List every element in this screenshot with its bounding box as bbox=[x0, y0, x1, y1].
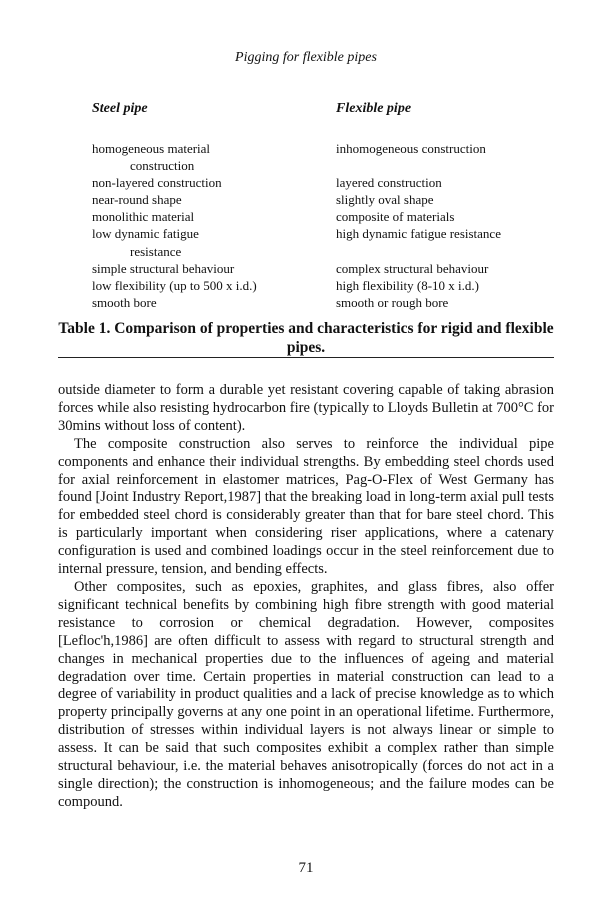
table-row bbox=[336, 277, 576, 294]
steel-cell: low dynamic fatigue bbox=[92, 226, 199, 242]
table-caption: Table 1. Comparison of properties and characteristics for rigid and flexible pipes. bbox=[58, 320, 554, 356]
table-row bbox=[336, 140, 576, 174]
flexible-pipe-column bbox=[336, 140, 576, 311]
table-row bbox=[92, 140, 332, 174]
paragraph: The composite construction also serves to reinforce the individual pipe components and enhance their individual strengths. By embedding steel chords used for axial reinforcement in elastomer matrices, Pag-O-Flex of West Germany has found [Joint Industry Report,1987] that the breaking load in long-term axial pull tests for embedded steel chord is considerably greater than that for bare steel chord. This is particularly important when considering riser applications, where a catenary configuration is used and combined loadings occur in the steel reinforcement due to internal pressure, tension, and bending effects. bbox=[58, 435, 554, 578]
row-spacer bbox=[336, 157, 576, 174]
table-row bbox=[92, 225, 332, 259]
table-row bbox=[336, 225, 576, 259]
table-row bbox=[336, 294, 576, 311]
steel-pipe-header: Steel pipe bbox=[92, 101, 148, 116]
table-row bbox=[92, 260, 332, 277]
steel-cell: non-layered construction bbox=[92, 175, 222, 191]
table-row bbox=[92, 208, 332, 225]
flex-cell: layered construction bbox=[336, 175, 442, 191]
steel-cell-continuation: construction bbox=[130, 158, 195, 174]
steel-cell: smooth bore bbox=[92, 294, 157, 310]
table-row bbox=[92, 191, 332, 208]
flex-cell: complex structural behaviour bbox=[336, 260, 489, 276]
paragraph: Other composites, such as epoxies, graphites, and glass fibres, also offer significant technical benefits by combining high fibre strength with good material resistance to corrosion or chemical degradation. However, composites [Lefloc'h,1986] are often difficult to assess with regard to structural strength and changes in mechanical properties due to the influences of ageing and material degradation over time. Certain properties in material construction can lead to a degree of variability in product qualities and a lack of precise knowledge as to which property principally governs at any one point in an operational lifetime. Furthermore, distribution of stresses within individual layers is not always linear or simple to assess. It can be said that such composites exhibit a complex rather than simple structural behaviour, i.e. the material behaves anisotropically (forces do not act in a single direction); the construction is inhomogeneous; and the failure modes can be compound. bbox=[58, 578, 554, 810]
flex-cell: high flexibility (8-10 x i.d.) bbox=[336, 277, 479, 293]
steel-pipe-column bbox=[92, 140, 332, 311]
flex-cell: composite of materials bbox=[336, 209, 455, 225]
flexible-pipe-header: Flexible pipe bbox=[336, 101, 412, 116]
flex-cell: high dynamic fatigue resistance bbox=[336, 226, 501, 242]
page-number: 71 bbox=[298, 860, 314, 876]
body-text bbox=[58, 382, 554, 812]
table-row bbox=[336, 191, 576, 208]
steel-cell: simple structural behaviour bbox=[92, 260, 235, 276]
flex-cell: slightly oval shape bbox=[336, 192, 434, 208]
table-row bbox=[336, 174, 576, 191]
paragraph: outside diameter to form a durable yet resistant covering capable of taking abrasion forces while also resisting hydrocarbon fire (typically to Lloyds Bulletin at 700°C for 30mins without loss of content). bbox=[58, 382, 554, 434]
steel-cell-continuation: resistance bbox=[130, 243, 182, 259]
table-row bbox=[336, 208, 576, 225]
table-row bbox=[336, 260, 576, 277]
steel-cell: low flexibility (up to 500 x i.d.) bbox=[92, 277, 257, 293]
table-row bbox=[92, 277, 332, 294]
running-head: Pigging for flexible pipes bbox=[235, 50, 377, 65]
flex-cell: inhomogeneous construction bbox=[336, 141, 486, 156]
flex-cell: smooth or rough bore bbox=[336, 294, 449, 310]
table-row bbox=[92, 294, 332, 311]
steel-cell: monolithic material bbox=[92, 209, 195, 225]
steel-cell: homogeneous material bbox=[92, 141, 211, 156]
steel-cell: near-round shape bbox=[92, 192, 182, 208]
caption-rule bbox=[58, 357, 554, 358]
table-row bbox=[92, 174, 332, 191]
row-spacer bbox=[336, 243, 576, 260]
